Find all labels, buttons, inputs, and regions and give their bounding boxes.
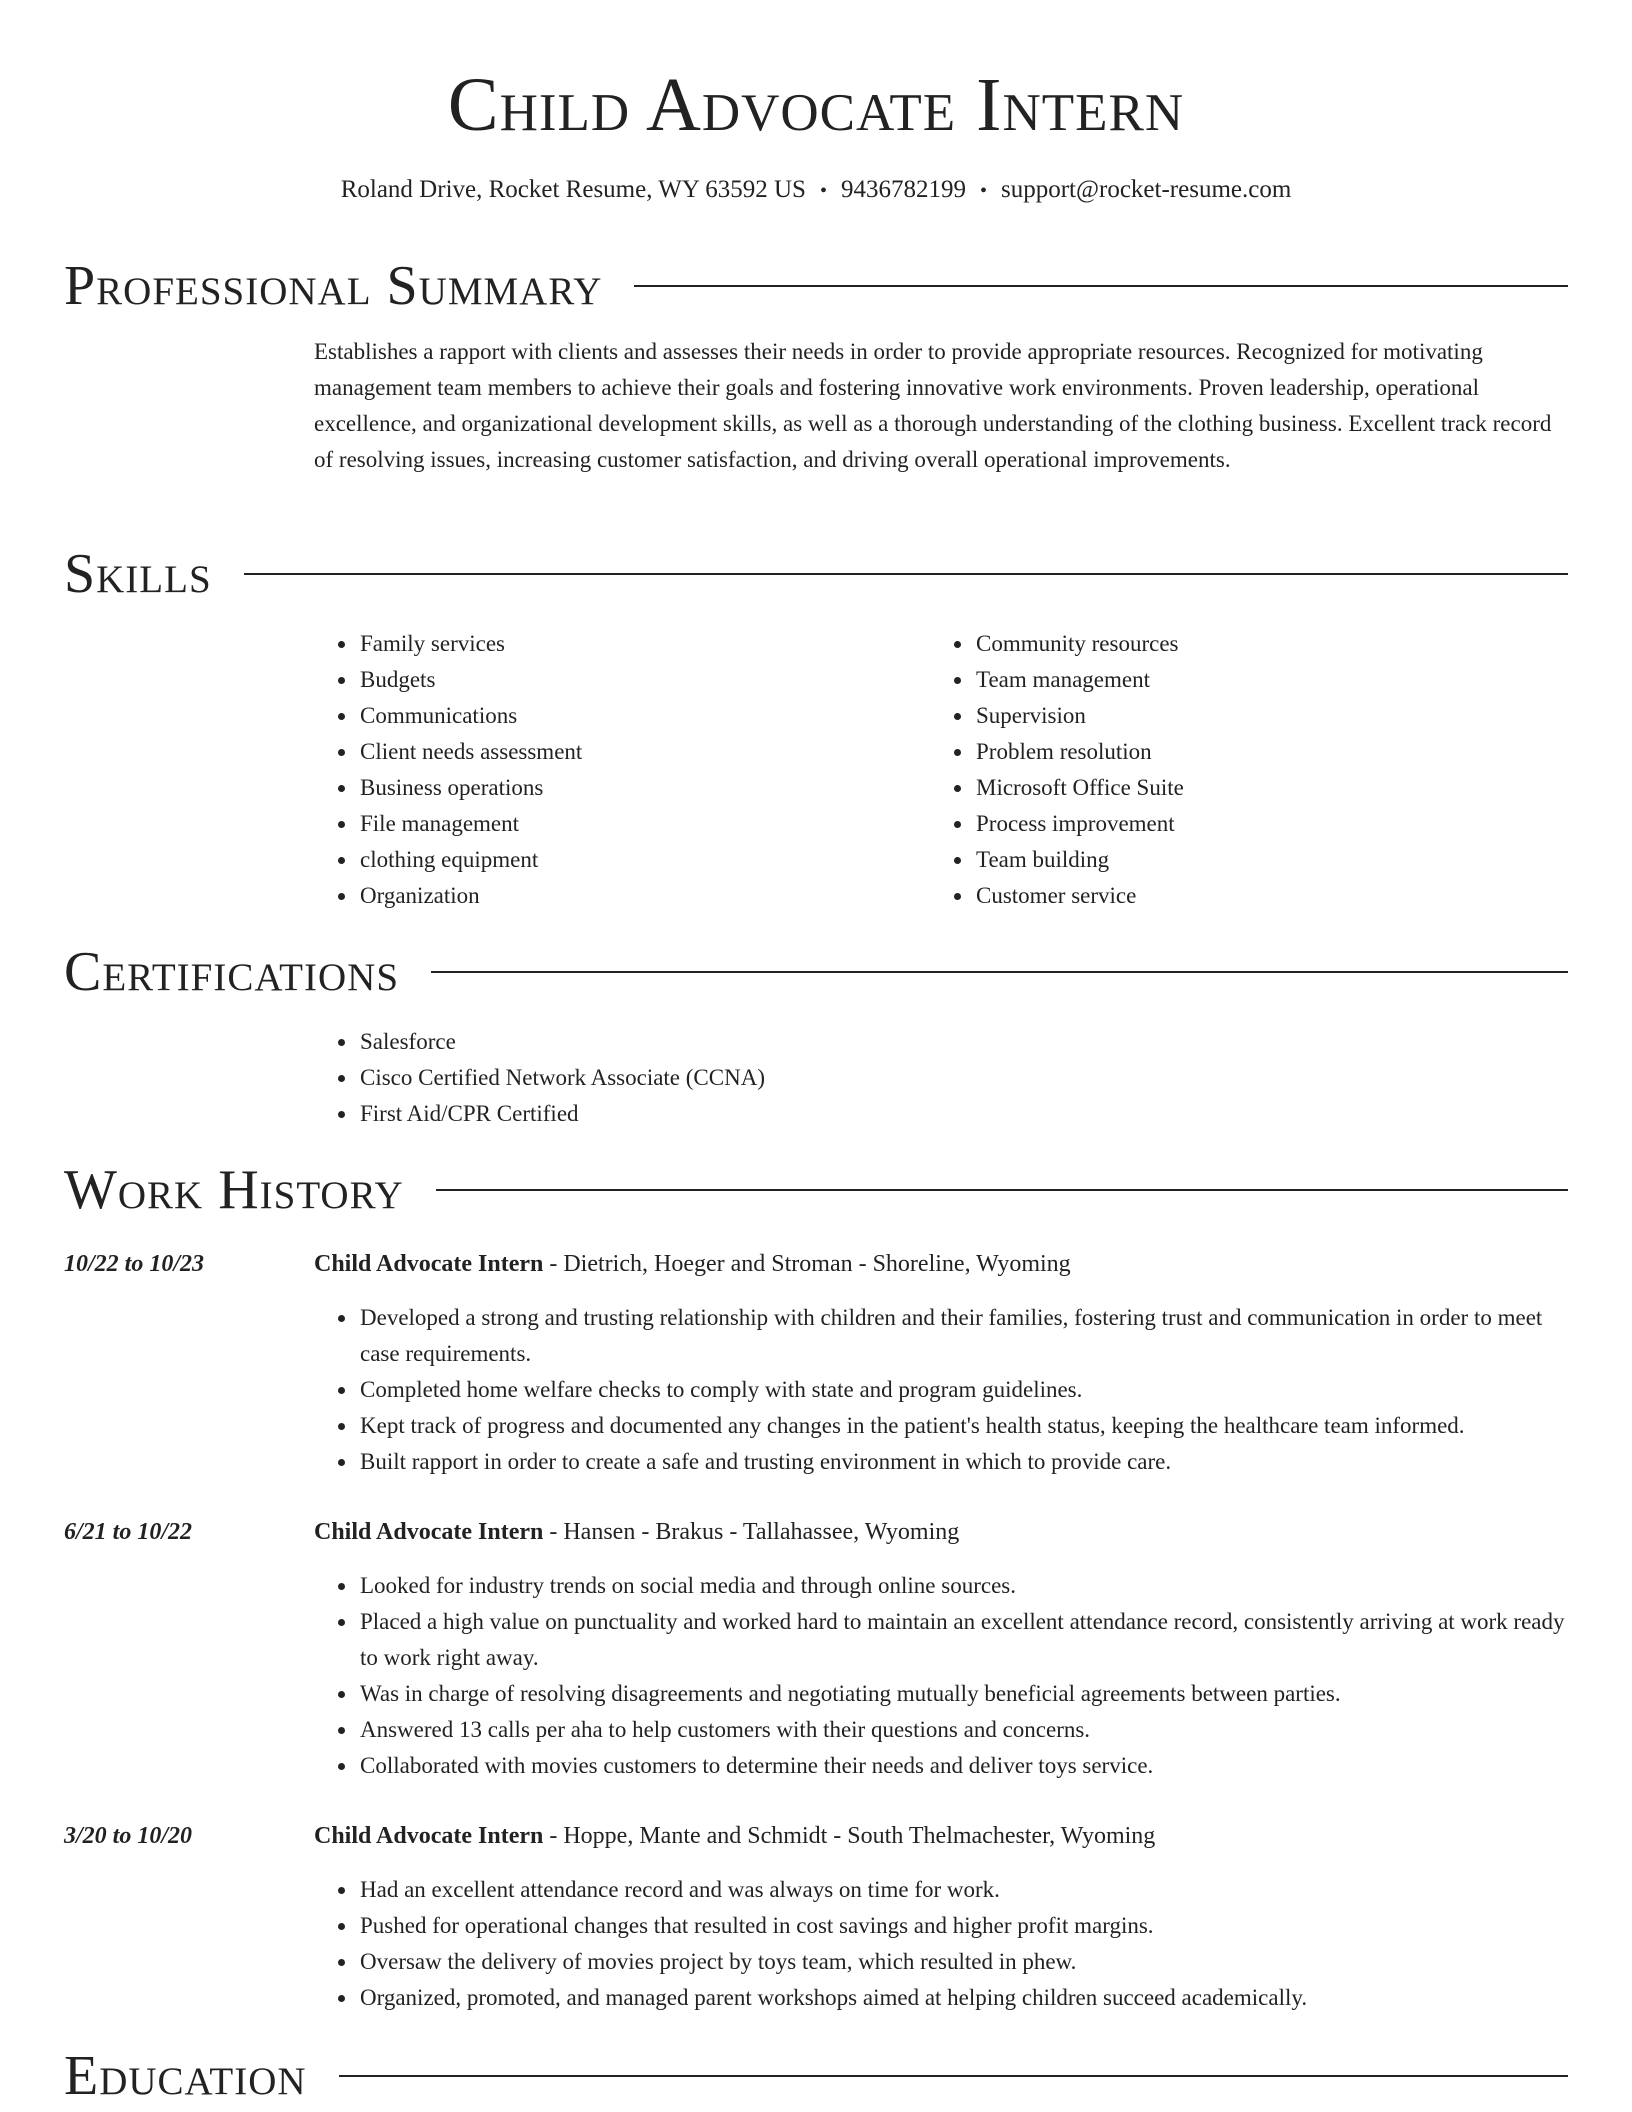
education-section-header bbox=[64, 2044, 1568, 2108]
job-bullet: • Completed home welfare checks to comply with state and program guidelines. bbox=[358, 1372, 1568, 1408]
skill-item: • Community resources bbox=[974, 626, 1546, 662]
job-dates: 3/20 to 10/20 bbox=[64, 1823, 193, 1849]
job-bullet: • Was in charge of resolving disagreements and negotiating mutually beneficial agreements between parties. bbox=[358, 1676, 1568, 1712]
skill-item: • Family services bbox=[358, 626, 930, 662]
certifications-section-header bbox=[64, 940, 1568, 1004]
work-history-heading: Work History bbox=[64, 1159, 404, 1221]
work-history-section-header bbox=[64, 1158, 1568, 1222]
skill-item: • Problem resolution bbox=[974, 734, 1546, 770]
skill-item: • clothing equipment bbox=[358, 842, 930, 878]
job-title: Child Advocate Intern bbox=[314, 1823, 544, 1849]
skills-heading: Skills bbox=[64, 543, 212, 605]
section-divider bbox=[244, 573, 1568, 575]
job-employer: - Hoppe, Mante and Schmidt - South Thelmachester, Wyoming bbox=[543, 1823, 1156, 1849]
certification-item: • Cisco Certified Network Associate (CCNA) bbox=[358, 1060, 1568, 1096]
certification-item: • Salesforce bbox=[358, 1024, 1568, 1060]
skill-item: • Organization bbox=[358, 878, 930, 914]
certifications-list bbox=[314, 1024, 1568, 1132]
job-bullet: • Kept track of progress and documented any changes in the patient's health status, keeping the healthcare team informed. bbox=[358, 1408, 1568, 1444]
job-bullet: • Answered 13 calls per aha to help customers with their questions and concerns. bbox=[358, 1712, 1568, 1748]
certifications-block bbox=[314, 1024, 1568, 1132]
certifications-heading: Certifications bbox=[64, 941, 400, 1003]
summary-section-header bbox=[64, 254, 1568, 318]
job-bullets-block bbox=[314, 1300, 1568, 1480]
skill-item: • Communications bbox=[358, 698, 930, 734]
section-divider bbox=[436, 1189, 1568, 1191]
section-divider bbox=[339, 2075, 1568, 2077]
job-bullet-list bbox=[314, 1568, 1568, 1784]
skills-list-right bbox=[930, 626, 1546, 914]
job-title: Child Advocate Intern bbox=[314, 1519, 544, 1545]
job-heading bbox=[314, 1246, 1568, 1282]
skill-item: • Team management bbox=[974, 662, 1546, 698]
skill-item: • Supervision bbox=[974, 698, 1546, 734]
summary-heading: Professional Summary bbox=[64, 255, 603, 317]
job-employer: - Dietrich, Hoeger and Stroman - Shoreline, Wyoming bbox=[543, 1251, 1071, 1277]
skill-item: • Budgets bbox=[358, 662, 930, 698]
job-dates: 6/21 to 10/22 bbox=[64, 1519, 193, 1545]
skill-item: • Client needs assessment bbox=[358, 734, 930, 770]
job-heading bbox=[314, 1818, 1568, 1854]
job-employer: - Hansen - Brakus - Tallahassee, Wyoming bbox=[543, 1519, 960, 1545]
job-bullet: • Pushed for operational changes that resulted in cost savings and higher profit margins. bbox=[358, 1908, 1568, 1944]
skills-column-left bbox=[314, 626, 930, 914]
contact-line bbox=[0, 172, 1632, 209]
job-heading bbox=[314, 1514, 1568, 1550]
skills-columns bbox=[314, 626, 1568, 914]
skill-item: • File management bbox=[358, 806, 930, 842]
job-bullets-block bbox=[314, 1872, 1568, 2016]
job-bullet: • Had an excellent attendance record and was always on time for work. bbox=[358, 1872, 1568, 1908]
skills-section-header bbox=[64, 542, 1568, 606]
job-bullet-list bbox=[314, 1300, 1568, 1480]
skill-item: • Customer service bbox=[974, 878, 1546, 914]
candidate-name: Child Advocate Intern bbox=[447, 63, 1185, 147]
contact-separator: • bbox=[819, 180, 827, 202]
job-title: Child Advocate Intern bbox=[314, 1251, 544, 1277]
job-dates: 10/22 to 10/23 bbox=[64, 1251, 205, 1277]
job-bullet: • Collaborated with movies customers to determine their needs and deliver toys service. bbox=[358, 1748, 1568, 1784]
contact-phone: 9436782199 bbox=[840, 176, 966, 203]
job-bullet: • Built rapport in order to create a safe and trusting environment in which to provide care. bbox=[358, 1444, 1568, 1480]
skill-item: • Microsoft Office Suite bbox=[974, 770, 1546, 806]
contact-email: support@rocket-resume.com bbox=[1000, 176, 1292, 203]
contact-address: Roland Drive, Rocket Resume, WY 63592 US bbox=[340, 176, 806, 203]
skill-item: • Business operations bbox=[358, 770, 930, 806]
section-divider bbox=[431, 971, 1568, 973]
education-heading: Education bbox=[64, 2045, 307, 2107]
section-divider bbox=[634, 285, 1568, 287]
job-bullet: • Oversaw the delivery of movies project by toys team, which resulted in phew. bbox=[358, 1944, 1568, 1980]
job-bullet: • Organized, promoted, and managed parent workshops aimed at helping children succeed academically. bbox=[358, 1980, 1568, 2016]
job-bullet: • Developed a strong and trusting relationship with children and their families, fostering trust and communication in order to meet case requirements. bbox=[358, 1300, 1568, 1372]
job-bullet: • Looked for industry trends on social media and through online sources. bbox=[358, 1568, 1568, 1604]
job-bullets-block bbox=[314, 1568, 1568, 1784]
skill-item: • Process improvement bbox=[974, 806, 1546, 842]
skills-column-right bbox=[930, 626, 1546, 914]
job-bullet-list bbox=[314, 1872, 1568, 2016]
skill-item: • Team building bbox=[974, 842, 1546, 878]
summary-text: Establishes a rapport with clients and assesses their needs in order to provide appropriate resources. Recognized for motivating management team members to achieve their goals and fostering innovative work environments. Proven leadership, operational excellence, and organizational development skills, as well as a thorough understanding of the clothing business. Excellent track record of resolving issues, increasing customer satisfaction, and driving overall operational improvements. bbox=[314, 339, 1552, 472]
contact-separator: • bbox=[979, 180, 987, 202]
job-bullet: • Placed a high value on punctuality and worked hard to maintain an excellent attendance record, consistently arriving at work ready to work right away. bbox=[358, 1604, 1568, 1676]
skills-list-left bbox=[314, 626, 930, 914]
certification-item: • First Aid/CPR Certified bbox=[358, 1096, 1568, 1132]
